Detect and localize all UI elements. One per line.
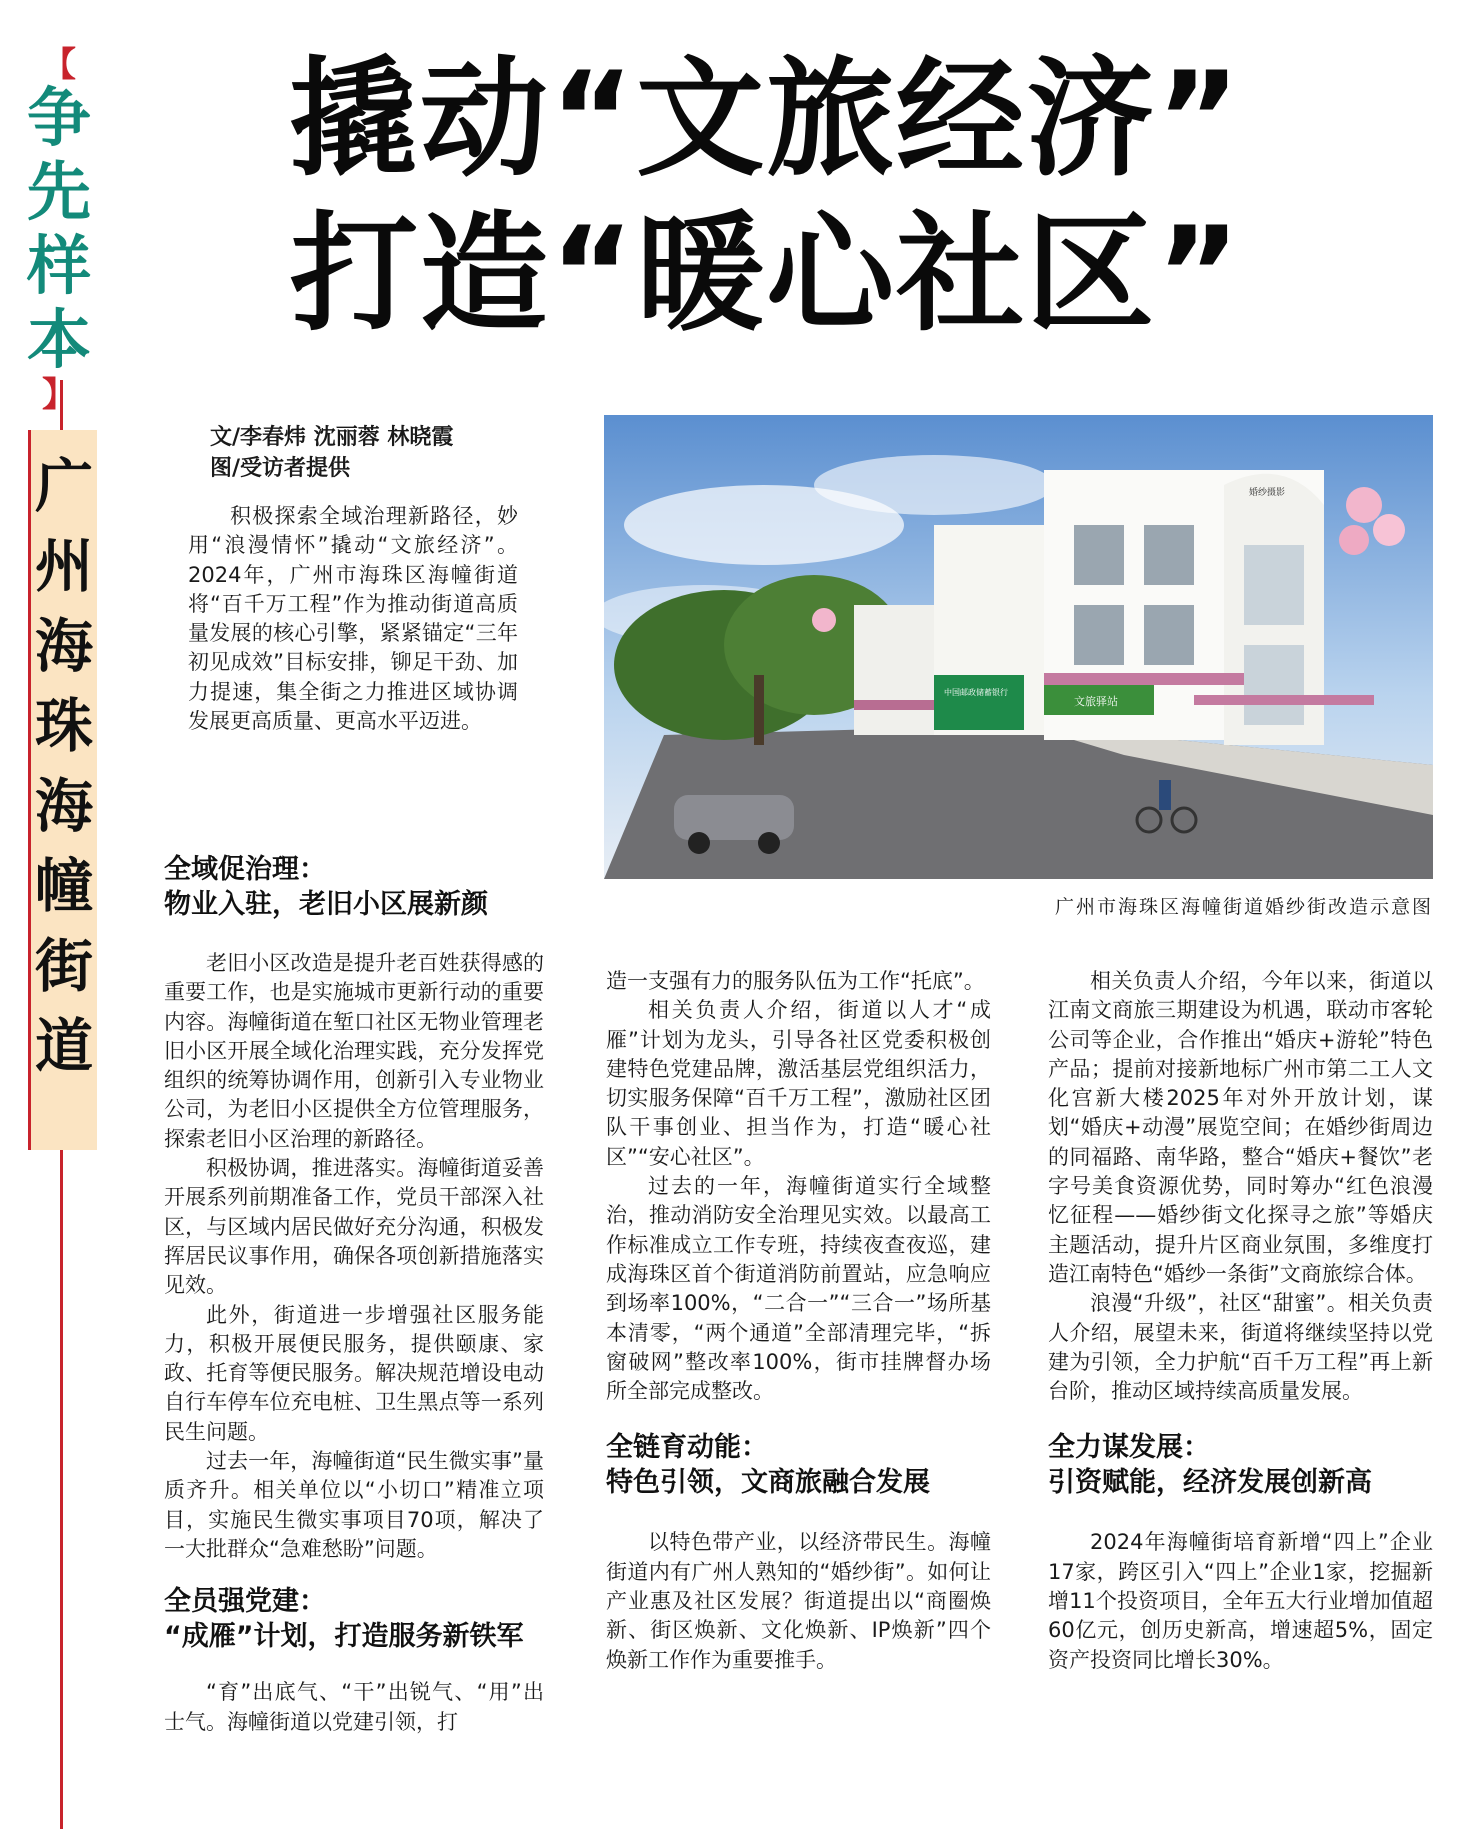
headline-line-2: 打造“暖心社区” (290, 200, 1243, 349)
byline-authors: 文/李春炜 沈丽蓉 林晓霞 (210, 425, 454, 450)
section4-paragraph: 相关负责人介绍，今年以来，街道以江南文商旅三期建设为机遇，联动市客轮公司等企业，合作推出“婚庆+游轮”特色产品；提前对接新地标广州市第二工人文化宫新大楼2025年对外开放计划，谋划“婚庆+动漫”展览空间；在婚纱街周边的同福路、南华路，整合“婚庆+餐饮”老字号美食资源优势，同时筹办“红色浪漫忆征程——婚纱街文化探寻之旅”等婚庆主题活动，提升片区商业氛围，多维度打造江南特色“婚纱一条街”文商旅综合体。 (1048, 969, 1433, 1286)
subtitle-char: 幢 (34, 852, 93, 920)
section1-paragraph: 过去一年，海幢街道“民生微实事”量质齐升。相关单位以“小切口”精准立项目，实施民生微实事项目70项，解决了一大批群众“急难愁盼”问题。 (164, 1449, 544, 1561)
section2-paragraph-continued: 造一支强有力的服务队伍为工作“托底”。 (606, 969, 985, 993)
photo-caption: 广州市海珠区海幢街道婚纱街改造示意图 (1054, 896, 1433, 918)
intro-block (188, 502, 518, 736)
street-rendering-illustration (604, 415, 1433, 879)
tag-open-bracket: 【 (42, 45, 76, 85)
tag-char: 本 (27, 304, 91, 378)
intro-paragraph: 积极探索全域治理新路径，妙用“浪漫情怀”撬动“文旅经济”。2024年，广州市海珠区海幢街道将“百千万工程”作为推动街道高质量发展的核心引擎，紧紧锚定“三年初见成效”目标安排，铆足干劲、加力提速，集全街之力推进区域协调发展更高质量、更高水平迈进。 (188, 504, 518, 734)
tag-close-bracket: 】 (42, 375, 76, 415)
section2-paragraph: 相关负责人介绍，街道以人才“成雁”计划为龙头，引导各社区党委积极创建特色党建品牌，激活基层党组织活力，切实服务保障“百千万工程”，激励社区团队干事创业、担当作为，打造“暖心社区”“安心社区”。 (606, 998, 991, 1169)
section4-paragraph: 浪漫“升级”，社区“甜蜜”。相关负责人介绍，展望未来，街道将继续坚持以党建为引领，全力护航“百千万工程”再上新台阶，推动区域持续高质量发展。 (1048, 1291, 1433, 1404)
bank-sign-text: 中国邮政储蓄银行 (944, 688, 1008, 697)
subtitle-char: 道 (34, 1012, 93, 1080)
subtitle-char: 珠 (34, 692, 93, 760)
section1-paragraph: 积极协调，推进落实。海幢街道妥善开展系列前期准备工作，党员干部深入社区，与区域内居民做好充分沟通，积极发挥居民议事作用，确保各项创新措施落实见效。 (164, 1156, 544, 1298)
subtitle-char: 街 (34, 932, 93, 1000)
subtitle-char: 州 (34, 532, 93, 600)
section2-heading-1: 全员强党建： (164, 1586, 326, 1618)
section2-heading-2: “成雁”计划，打造服务新铁军 (164, 1621, 524, 1653)
street-rendering-photo (604, 415, 1433, 879)
tag-char: 样 (27, 230, 91, 304)
vertical-subtitle (28, 430, 97, 1150)
section3-heading-2: 特色引领，文商旅融合发展 (606, 1467, 930, 1499)
column-3 (1048, 967, 1433, 1675)
subtitle-char: 广 (34, 452, 93, 520)
section2-paragraph: 过去的一年，海幢街道实行全域整治，推动消防安全治理见实效。以最高工作标准成立工作专班，持续夜查夜巡，建成海珠区首个街道消防前置站，应急响应到场率100%，“二合一”“三合一”场所基本清零，“两个通道”全部清理完毕，“拆窗破网”整改率100%，街市挂牌督办场所全部完成整改。 (606, 1174, 991, 1404)
section1-paragraph: 此外，街道进一步增强社区服务能力，积极开展便民服务，提供颐康、家政、托育等便民服务。解决规范增设电动自行车停车位充电桩、卫生黑点等一系列民生问题。 (164, 1302, 544, 1444)
headline-line-1: 撬动“文旅经济” (290, 45, 1243, 194)
section1-paragraph: 老旧小区改造是提升老百姓获得感的重要工作，也是实施城市更新行动的重要内容。海幢街道在堑口社区无物业管理老旧小区开展全域化治理实践，充分发挥党组织的统筹协调作用，创新引入专业物业公司，为老旧小区提供全方位管理服务，探索老旧小区治理的新路径。 (164, 951, 544, 1151)
section2-paragraph-start: “育”出底气、“干”出锐气、“用”出士气。海幢街道以党建引领，打 (164, 1680, 544, 1734)
section5-heading-2: 引资赋能，经济发展创新高 (1048, 1467, 1372, 1499)
section1-heading-1: 全域促治理： (164, 854, 326, 885)
byline-photo-credit: 图/受访者提供 (210, 456, 351, 481)
subtitle-char: 海 (34, 612, 93, 680)
section5-paragraph: 2024年海幢街培育新增“四上”企业17家，跨区引入“四上”企业1家，挖掘新增11个投资项目，全年五大行业增加值超60亿元，创历史新高，增速超5%，固定资产投资同比增长30%。 (1048, 1530, 1433, 1672)
section3-paragraph: 以特色带产业，以经济带民生。海幢街道内有广州人熟知的“婚纱街”。如何让产业惠及社区发展？街道提出以“商圈焕新、街区焕新、文化焕新、IP焕新”四个焕新工作作为重要推手。 (606, 1530, 991, 1672)
section3-heading-1: 全链育动能： (606, 1432, 768, 1464)
shop-sign-text: 婚纱摄影 (1249, 488, 1286, 498)
green-sign-text: 文旅驿站 (1074, 695, 1118, 708)
tag-char: 先 (27, 156, 91, 230)
column-1 (164, 852, 544, 1737)
tag-char: 争 (27, 82, 91, 156)
column-2 (606, 967, 991, 1675)
section1-heading-2: 物业入驻，老旧小区展新颜 (164, 889, 488, 920)
subtitle-char: 海 (34, 772, 93, 840)
section-tag (24, 45, 94, 415)
section5-heading-1: 全力谋发展： (1048, 1432, 1210, 1464)
